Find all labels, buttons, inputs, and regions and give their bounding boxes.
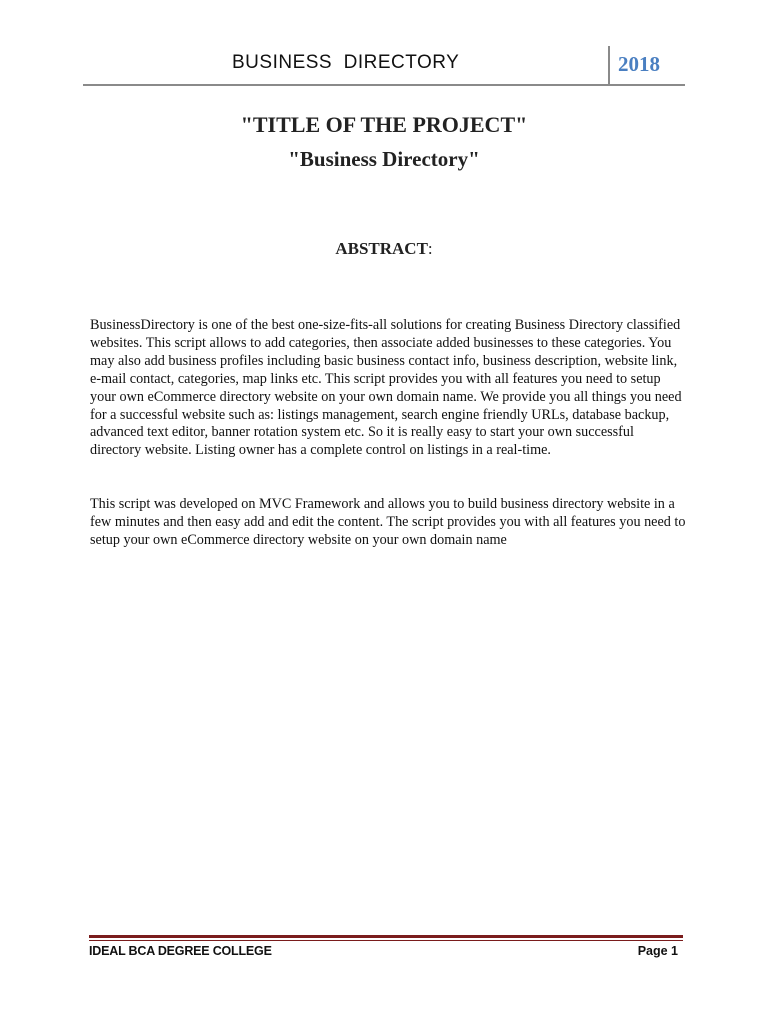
header-title: BUSINESS DIRECTORY xyxy=(232,52,460,73)
abstract-heading xyxy=(0,239,768,259)
header-year: 2018 xyxy=(618,52,660,76)
project-title-name: "Business Directory" xyxy=(288,147,480,171)
abstract-heading-colon: : xyxy=(427,239,433,258)
project-title-label: "TITLE OF THE PROJECT" xyxy=(240,112,528,137)
footer-page-number: Page 1 xyxy=(637,944,678,958)
header-divider-horizontal xyxy=(83,84,685,86)
abstract-paragraph-1: BusinessDirectory is one of the best one-size-fits-all solutions for creating Business Directory classified websites. This script allows to add categories, then associate added businesses to these categories. You may also add business profiles including basic business contact info, business description, website link, e-mail contact, categories, map links etc. This script provides you with all features you need to setup your own eCommerce directory website on your own domain name. We provide you all things you need for a successful website such as: listings management, search engine friendly URLs, database backup, advanced text editor, banner rotation system etc. So it is really easy to start your own successful directory website. Listing owner has a complete control on listings in a real-time. xyxy=(90,317,682,459)
footer-rule xyxy=(89,935,683,938)
footer-college-name: IDEAL BCA DEGREE COLLEGE xyxy=(89,944,272,958)
abstract-paragraph-2: This script was developed on MVC Framework and allows you to build business directory website in a few minutes and then easy add and edit the content. The script provides you with all features you need to setup your own eCommerce directory website on your own domain name xyxy=(90,496,686,548)
abstract-heading-text: ABSTRACT xyxy=(335,239,428,258)
header-divider-vertical xyxy=(608,46,610,86)
footer-rule-thin xyxy=(89,940,683,941)
